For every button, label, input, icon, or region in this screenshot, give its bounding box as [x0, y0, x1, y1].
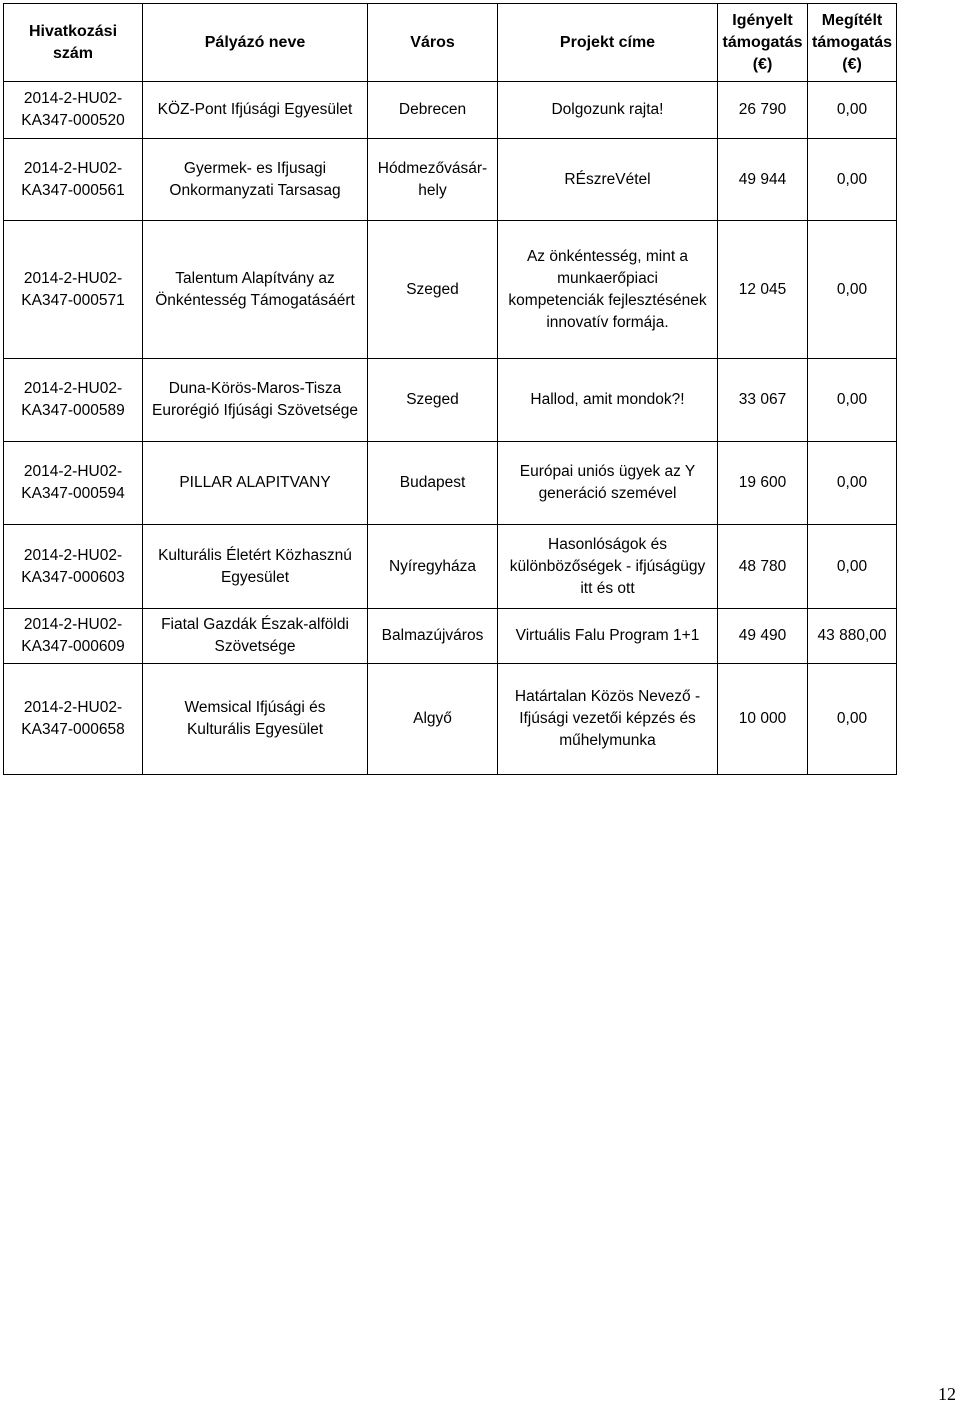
- cell-applicant: KÖZ-Pont Ifjúsági Egyesület: [143, 82, 368, 139]
- cell-project: Európai uniós ügyek az Y generáció szemével: [498, 442, 718, 525]
- grants-table: [3, 3, 897, 775]
- table-row: [4, 82, 897, 139]
- header-row: [4, 4, 897, 82]
- cell-granted: 43 880,00: [808, 609, 897, 664]
- cell-granted: 0,00: [808, 82, 897, 139]
- cell-city: Debrecen: [368, 82, 498, 139]
- cell-city: Hódmezővásár- hely: [368, 139, 498, 221]
- header-ref: Hivatkozási szám: [4, 4, 143, 82]
- table-row: [4, 359, 897, 442]
- cell-requested: 19 600: [718, 442, 808, 525]
- cell-requested: 26 790: [718, 82, 808, 139]
- cell-ref: 2014-2-HU02- KA347-000589: [4, 359, 143, 442]
- cell-project: Határtalan Közös Nevező - Ifjúsági vezetői képzés és műhelymunka: [498, 664, 718, 775]
- cell-granted: 0,00: [808, 359, 897, 442]
- cell-ref: 2014-2-HU02- KA347-000658: [4, 664, 143, 775]
- cell-granted: 0,00: [808, 442, 897, 525]
- cell-city: Szeged: [368, 221, 498, 359]
- cell-ref: 2014-2-HU02- KA347-000520: [4, 82, 143, 139]
- cell-project: RÉszreVétel: [498, 139, 718, 221]
- cell-applicant: Gyermek- es Ifjusagi Onkormanyzati Tarsasag: [143, 139, 368, 221]
- cell-project: Dolgozunk rajta!: [498, 82, 718, 139]
- header-granted: Megítélt támogatás (€): [808, 4, 897, 82]
- cell-project: Az önkéntesség, mint a munkaerőpiaci kompetenciák fejlesztésének innovatív formája.: [498, 221, 718, 359]
- page-number: 12: [938, 1384, 956, 1404]
- cell-granted: 0,00: [808, 221, 897, 359]
- cell-requested: 33 067: [718, 359, 808, 442]
- cell-ref: 2014-2-HU02- KA347-000609: [4, 609, 143, 664]
- table-row: [4, 139, 897, 221]
- cell-requested: 49 944: [718, 139, 808, 221]
- header-applicant: Pályázó neve: [143, 4, 368, 82]
- cell-granted: 0,00: [808, 525, 897, 609]
- cell-requested: 48 780: [718, 525, 808, 609]
- header-requested: Igényelt támogatás (€): [718, 4, 808, 82]
- cell-city: Nyíregyháza: [368, 525, 498, 609]
- table-row: [4, 221, 897, 359]
- header-city: Város: [368, 4, 498, 82]
- table-row: [4, 609, 897, 664]
- cell-granted: 0,00: [808, 664, 897, 775]
- table-row: [4, 525, 897, 609]
- cell-applicant: Talentum Alapítvány az Önkéntesség Támogatásáért: [143, 221, 368, 359]
- cell-requested: 12 045: [718, 221, 808, 359]
- cell-applicant: Fiatal Gazdák Észak-alföldi Szövetsége: [143, 609, 368, 664]
- cell-ref: 2014-2-HU02- KA347-000603: [4, 525, 143, 609]
- cell-granted: 0,00: [808, 139, 897, 221]
- cell-ref: 2014-2-HU02- KA347-000571: [4, 221, 143, 359]
- cell-city: Szeged: [368, 359, 498, 442]
- cell-applicant: PILLAR ALAPITVANY: [143, 442, 368, 525]
- cell-city: Algyő: [368, 664, 498, 775]
- cell-project: Hasonlóságok és különbözőségek - ifjúságügy itt és ott: [498, 525, 718, 609]
- cell-requested: 49 490: [718, 609, 808, 664]
- cell-city: Balmazújváros: [368, 609, 498, 664]
- cell-project: Virtuális Falu Program 1+1: [498, 609, 718, 664]
- cell-project: Hallod, amit mondok?!: [498, 359, 718, 442]
- table-row: [4, 442, 897, 525]
- cell-applicant: Duna-Körös-Maros-Tisza Eurorégió Ifjúsági Szövetsége: [143, 359, 368, 442]
- table-row: [4, 664, 897, 775]
- header-project: Projekt címe: [498, 4, 718, 82]
- cell-ref: 2014-2-HU02- KA347-000561: [4, 139, 143, 221]
- cell-city: Budapest: [368, 442, 498, 525]
- cell-ref: 2014-2-HU02- KA347-000594: [4, 442, 143, 525]
- cell-requested: 10 000: [718, 664, 808, 775]
- cell-applicant: Kulturális Életért Közhasznú Egyesület: [143, 525, 368, 609]
- cell-applicant: Wemsical Ifjúsági és Kulturális Egyesület: [143, 664, 368, 775]
